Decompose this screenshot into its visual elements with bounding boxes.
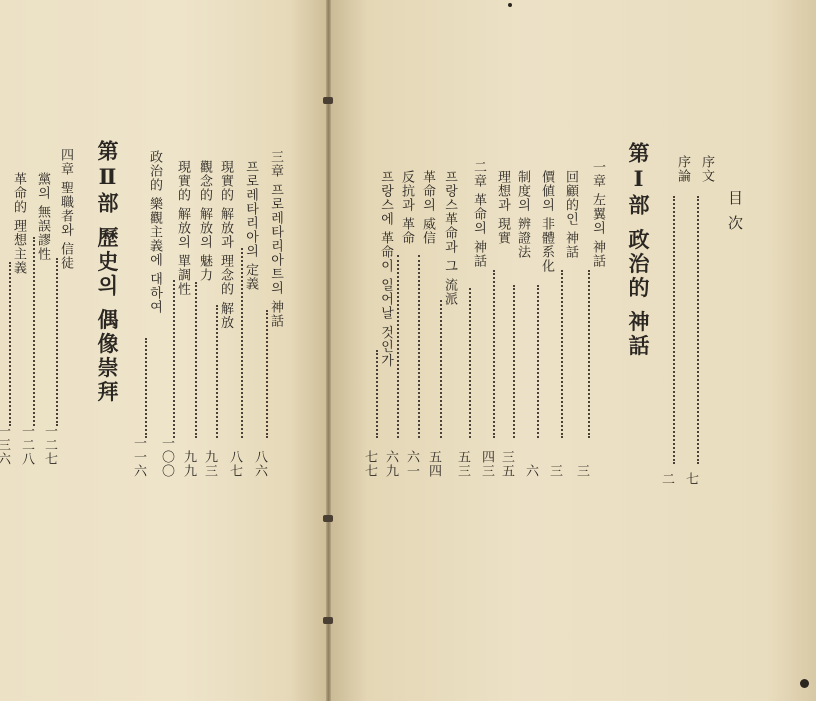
left-page (0, 0, 329, 701)
toc-entry-label: 序論 (675, 155, 690, 183)
part2-heading: 第Ⅱ部 歷史의 偶像崇拜 (95, 140, 120, 405)
toc-entry-label: 政治的 樂觀主義에 대하여 (147, 150, 162, 315)
toc-entry-label: 現實的 解放과 理念的 解放 (218, 160, 233, 330)
toc-entry-label: 革命的 理想主義 (11, 172, 26, 276)
toc-entry-label: 一章 左翼의 神話 (590, 160, 605, 269)
right-page (329, 0, 816, 701)
leader-dots (376, 350, 378, 438)
leader-dots (216, 305, 218, 438)
toc-entry-label: 序文 (699, 155, 714, 183)
toc-entry-label: 理想과 現實 (495, 170, 510, 246)
binding-staple (323, 515, 333, 522)
ink-spot (508, 3, 512, 7)
leader-dots (561, 270, 563, 438)
leader-dots (493, 270, 495, 438)
toc-entry-label: 프랑스革命과 그 流派 (442, 170, 457, 307)
toc-entry-label: 四章 聖職者와 信徒 (58, 148, 73, 271)
binding-staple (323, 97, 333, 104)
toc-entry-label: 二章 革命의 神話 (471, 160, 486, 269)
toc-entry-label: 프랑스에 革命이 일어날 것인가 (378, 170, 393, 368)
toc-entry-label: 프로레타리아의 定義 (243, 160, 258, 292)
toc-entry-label: 現實的 解放의 單調性 (175, 160, 190, 297)
toc-entry-label: 價値의 非體系化 (539, 170, 554, 274)
toc-entry-label: 回顧的인 神話 (563, 170, 578, 260)
ink-spot (800, 679, 809, 688)
leader-dots (195, 282, 197, 438)
toc-entry-label: 觀念的 解放의 魅力 (197, 160, 212, 283)
toc-entry-label: 三章 프로레타리아트의 神話 (268, 150, 283, 329)
leader-dots (697, 196, 699, 464)
leader-dots (145, 338, 147, 438)
leader-dots (469, 288, 471, 438)
leader-dots (440, 300, 442, 438)
binding-staple (323, 617, 333, 624)
toc-entry-label: 黨의 無誤謬性 (35, 172, 50, 262)
part1-heading: 第Ⅰ部 政治的 神話 (626, 142, 651, 359)
leader-dots (537, 285, 539, 438)
leader-dots (173, 280, 175, 438)
leader-dots (673, 196, 675, 464)
leader-dots (56, 258, 58, 426)
leader-dots (241, 248, 243, 438)
leader-dots (588, 270, 590, 438)
leader-dots (397, 255, 399, 438)
toc-entry-label: 革命의 威信 (420, 170, 435, 246)
leader-dots (513, 285, 515, 438)
leader-dots (33, 237, 35, 426)
book-gutter (326, 0, 331, 701)
leader-dots (418, 255, 420, 438)
leader-dots (9, 262, 11, 426)
contents-title: 目次 (726, 190, 744, 240)
toc-entry-label: 反抗과 革命 (399, 170, 414, 246)
toc-entry-label: 制度의 辨證法 (515, 170, 530, 260)
leader-dots (266, 310, 268, 438)
